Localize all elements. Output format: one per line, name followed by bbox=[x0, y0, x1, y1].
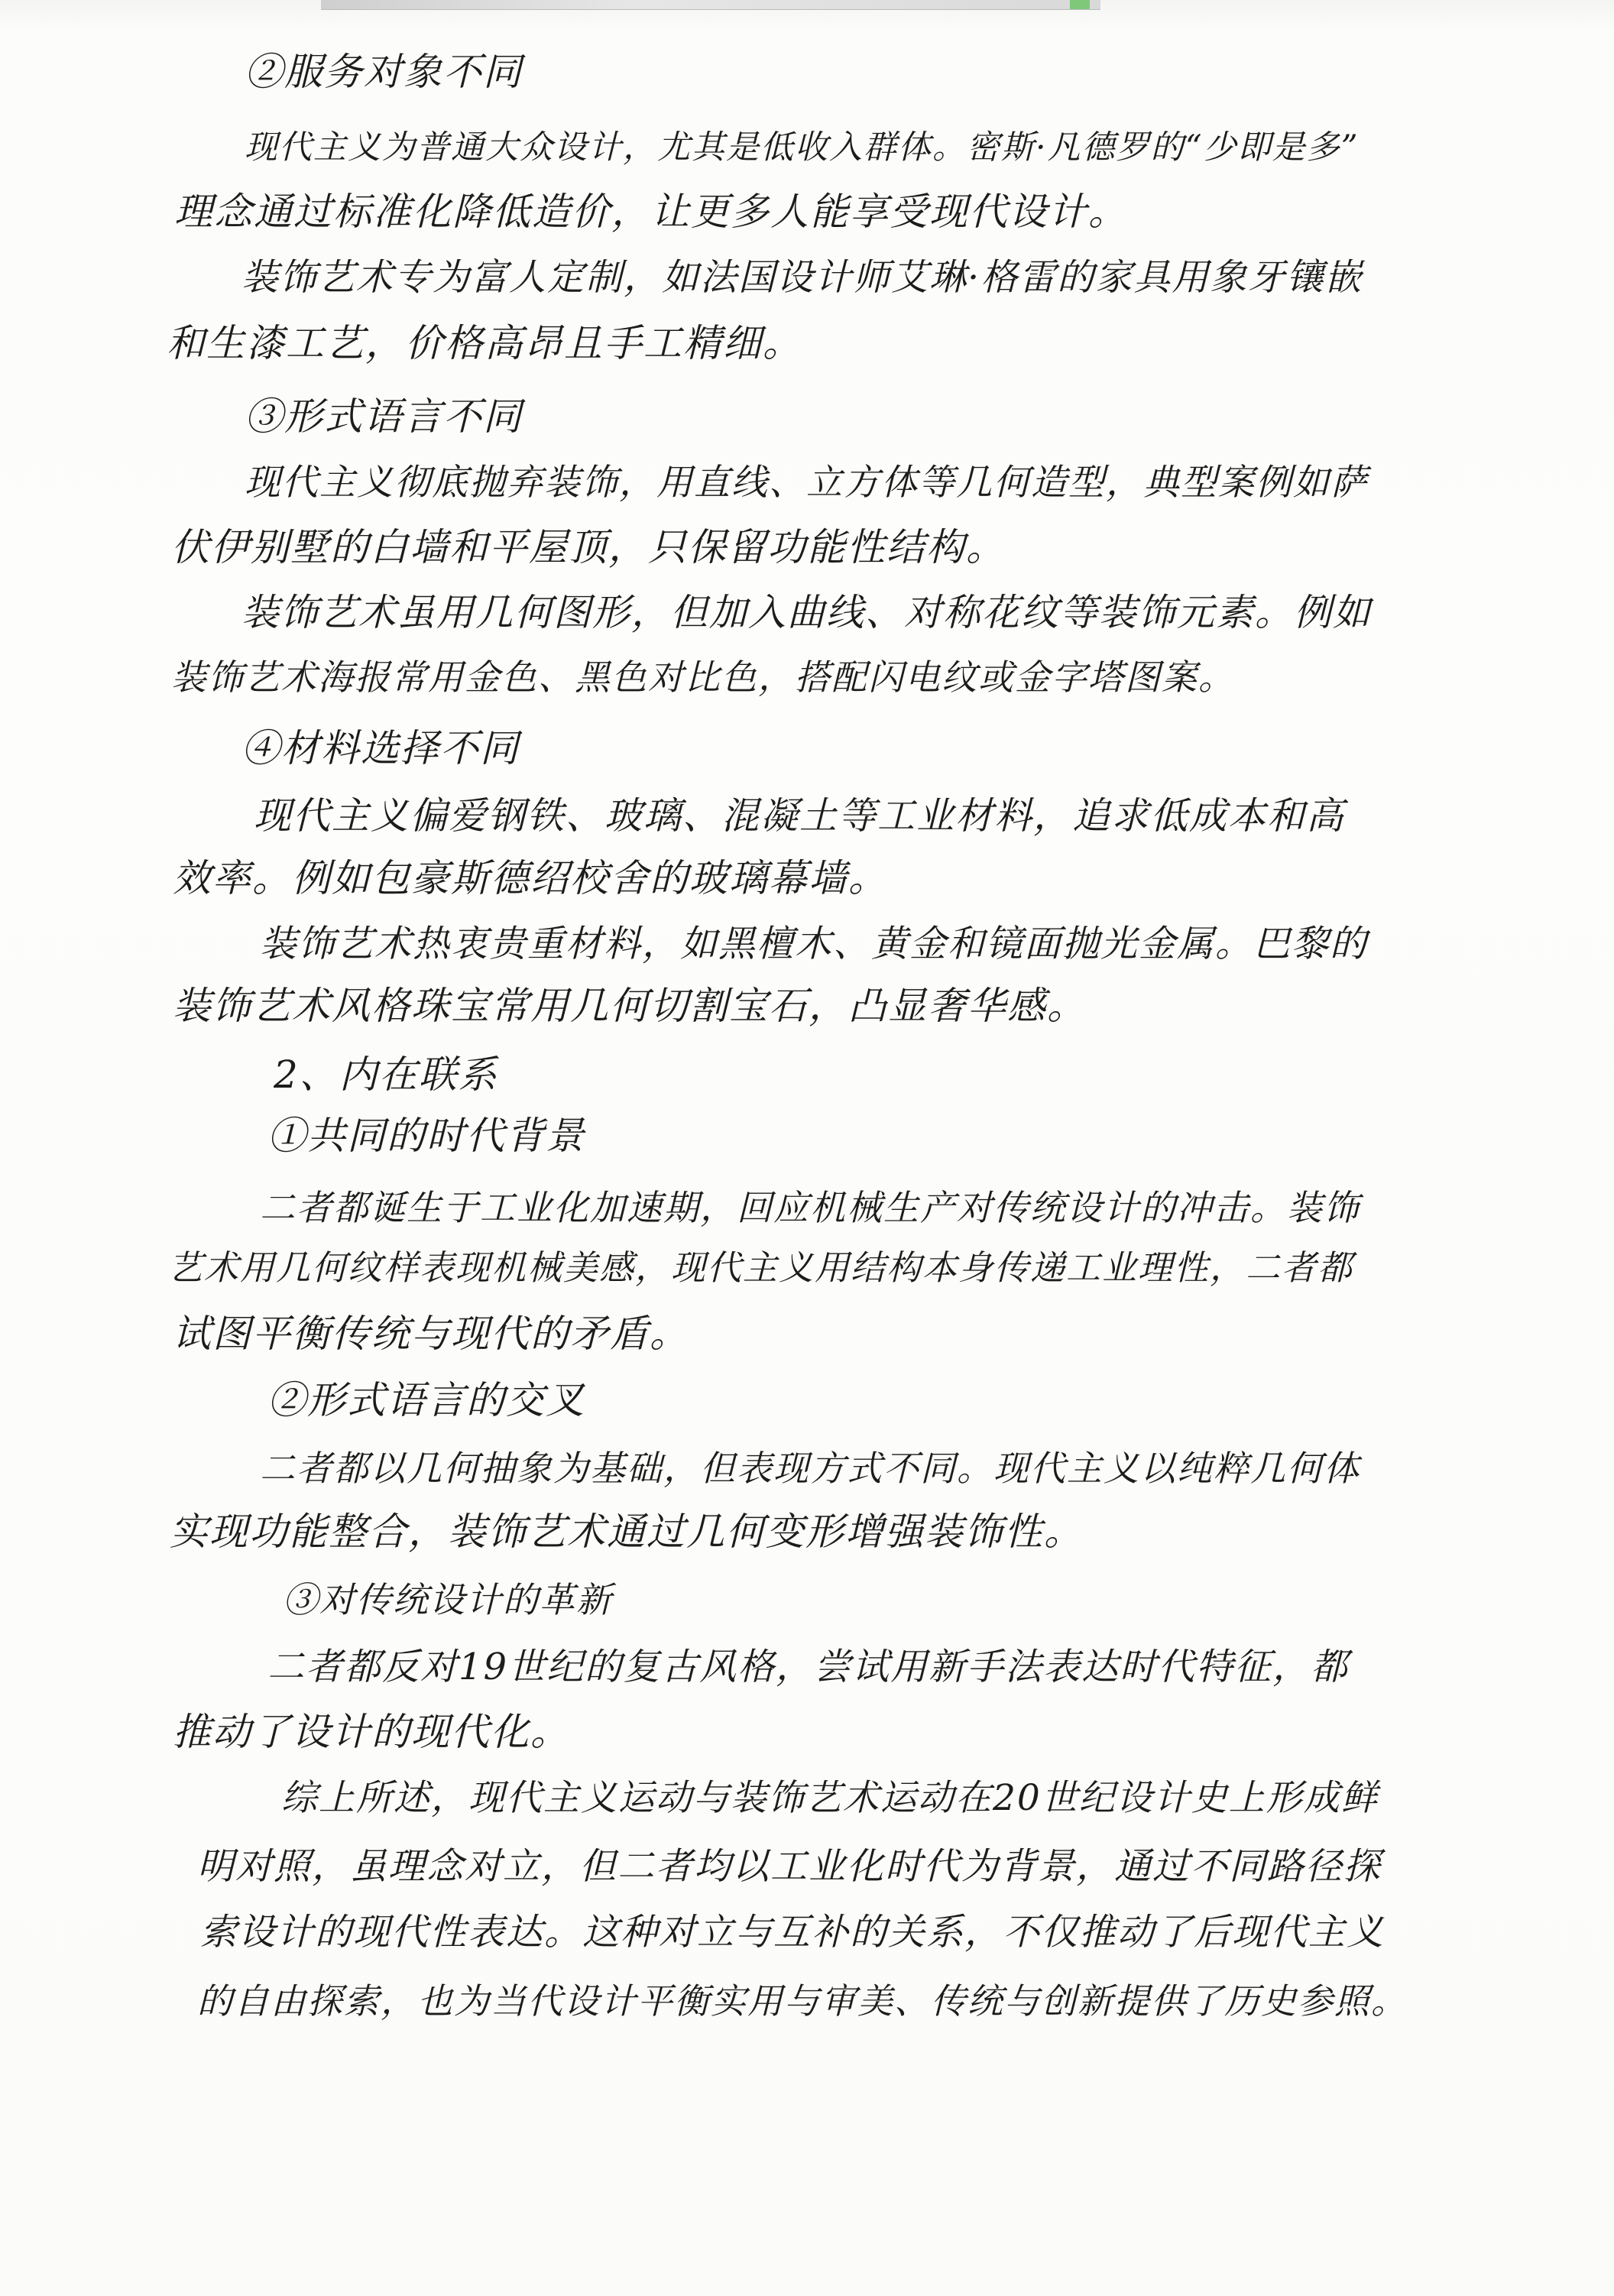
heading-service-target: ②服务对象不同 bbox=[245, 50, 523, 94]
text-line: 现代主义彻底抛弃装饰，用直线、立方体等几何造型，典型案例如萨 bbox=[245, 462, 1368, 504]
heading-form-language: ③形式语言不同 bbox=[245, 394, 523, 439]
text-line: 推动了设计的现代化。 bbox=[173, 1710, 570, 1754]
text-line-conclusion: 的自由探索，也为当代设计平衡实用与审美、传统与创新提供了历史参照。 bbox=[197, 1980, 1408, 2022]
green-marker-tab bbox=[1070, 0, 1090, 9]
text-line: 装饰艺术风格珠宝常用几何切割宝石，凸显奢华感。 bbox=[173, 984, 1087, 1028]
text-line: 实现功能整合，装饰艺术通过几何变形增强装饰性。 bbox=[170, 1510, 1084, 1554]
text-line-conclusion: 索设计的现代性表达。这种对立与互补的关系，不仅推动了后现代主义 bbox=[200, 1911, 1386, 1954]
text-line: 伏伊别墅的白墙和平屋顶，只保留功能性结构。 bbox=[171, 525, 1006, 569]
text-line: 试图平衡传统与现代的矛盾。 bbox=[173, 1312, 689, 1356]
heading-material-choice: ④材料选择不同 bbox=[241, 726, 520, 770]
text-line-conclusion: 综上所述，现代主义运动与装饰艺术运动在20世纪设计史上形成鲜 bbox=[281, 1777, 1379, 1819]
text-line: 现代主义为普通大众设计，尤其是低收入群体。密斯·凡德罗的“少即是多” bbox=[245, 128, 1360, 167]
text-line-conclusion: 明对照，虽理念对立，但二者均以工业化时代为背景，通过不同路径探 bbox=[197, 1845, 1382, 1888]
text-line: 装饰艺术海报常用金色、黑色对比色，搭配闪电纹或金字塔图案。 bbox=[171, 657, 1235, 698]
text-line: 装饰艺术虽用几何图形，但加入曲线、对称花纹等装饰元素。例如 bbox=[241, 591, 1373, 634]
text-line: 和生漆工艺，价格高昂且手工精细。 bbox=[167, 321, 802, 365]
heading-form-crossover: ②形式语言的交叉 bbox=[267, 1378, 585, 1422]
text-line: 装饰艺术专为富人定制，如法国设计师艾琳·格雷的家具用象牙镶嵌 bbox=[241, 256, 1363, 299]
text-line: 现代主义偏爱钢铁、玻璃、混凝土等工业材料，追求低成本和高 bbox=[254, 794, 1346, 838]
text-line: 理念通过标准化降低造价，让更多人能享受现代设计。 bbox=[174, 190, 1128, 234]
text-line: 装饰艺术热衷贵重材料，如黑檀木、黄金和镜面抛光金属。巴黎的 bbox=[260, 923, 1369, 965]
heading-tradition-innovation: ③对传统设计的革新 bbox=[283, 1579, 613, 1620]
binder-edge bbox=[321, 0, 1100, 10]
text-line: 艺术用几何纹样表现机械美感，现代主义用结构本身传递工业理性，二者都 bbox=[168, 1247, 1354, 1288]
section-heading-internal-links: 2、内在联系 bbox=[274, 1052, 498, 1097]
heading-shared-background: ①共同的时代背景 bbox=[267, 1114, 585, 1158]
text-line: 二者都以几何抽象为基础，但表现方式不同。现代主义以纯粹几何体 bbox=[260, 1448, 1360, 1489]
text-line: 二者都反对19世纪的复古风格，尝试用新手法表达时代特征，都 bbox=[267, 1646, 1350, 1688]
text-line: 效率。例如包豪斯德绍校舍的玻璃幕墙。 bbox=[173, 856, 888, 900]
text-line: 二者都诞生于工业化加速期，回应机械生产对传统设计的冲击。装饰 bbox=[260, 1187, 1360, 1228]
